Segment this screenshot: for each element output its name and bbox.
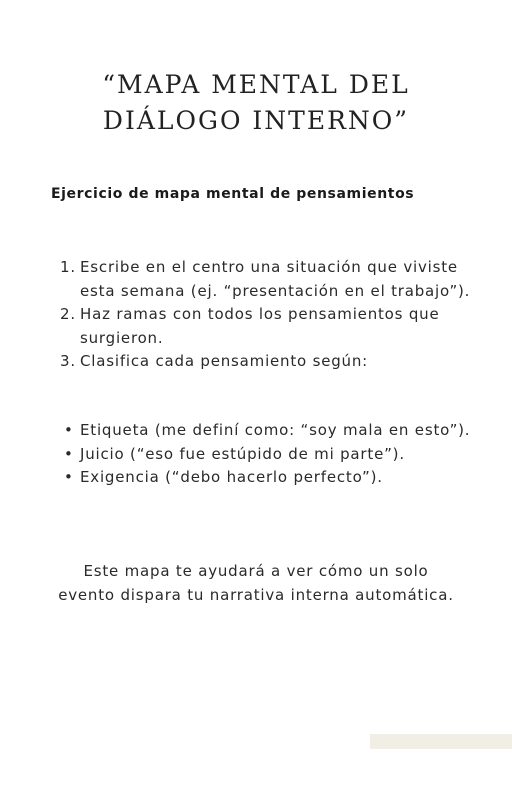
steps-list <box>60 256 480 374</box>
classification-list <box>64 419 480 490</box>
step-number: 1. <box>60 258 76 276</box>
closing-paragraph: Este mapa te ayudará a ver cómo un solo evento dispara tu narrativa interna automática. <box>58 562 454 604</box>
title-line-2: DIÁLOGO INTERNO” <box>102 105 410 135</box>
bullet-icon: • <box>64 444 74 463</box>
decorative-bar <box>370 734 512 749</box>
bullet-text: Exigencia (“debo hacerlo perfecto”). <box>80 468 383 486</box>
bullet-text: Juicio (“eso fue estúpido de mi parte”). <box>80 444 405 463</box>
section-subtitle: Ejercicio de mapa mental de pensamientos <box>51 186 415 202</box>
list-item <box>60 350 480 374</box>
step-text: Escribe en el centro una situación que viviste esta semana (ej. “presentación en el trabajo”). <box>80 258 471 300</box>
step-number: 2. <box>60 305 76 323</box>
bullet-icon: • <box>64 468 74 486</box>
title-line-1: “MAPA MENTAL DEL <box>102 69 410 99</box>
step-text: Clasifica cada pensamiento según: <box>80 352 369 370</box>
page-title <box>0 67 512 139</box>
list-item <box>60 303 480 350</box>
bullet-icon: • <box>64 421 74 439</box>
step-number: 3. <box>60 352 76 370</box>
step-text: Haz ramas con todos los pensamientos que surgieron. <box>80 305 440 347</box>
list-item <box>64 419 480 443</box>
bullet-text: Etiqueta (me definí como: “soy mala en esto”). <box>80 421 471 439</box>
list-item <box>64 466 480 490</box>
list-item <box>64 443 480 467</box>
list-item <box>60 256 480 303</box>
